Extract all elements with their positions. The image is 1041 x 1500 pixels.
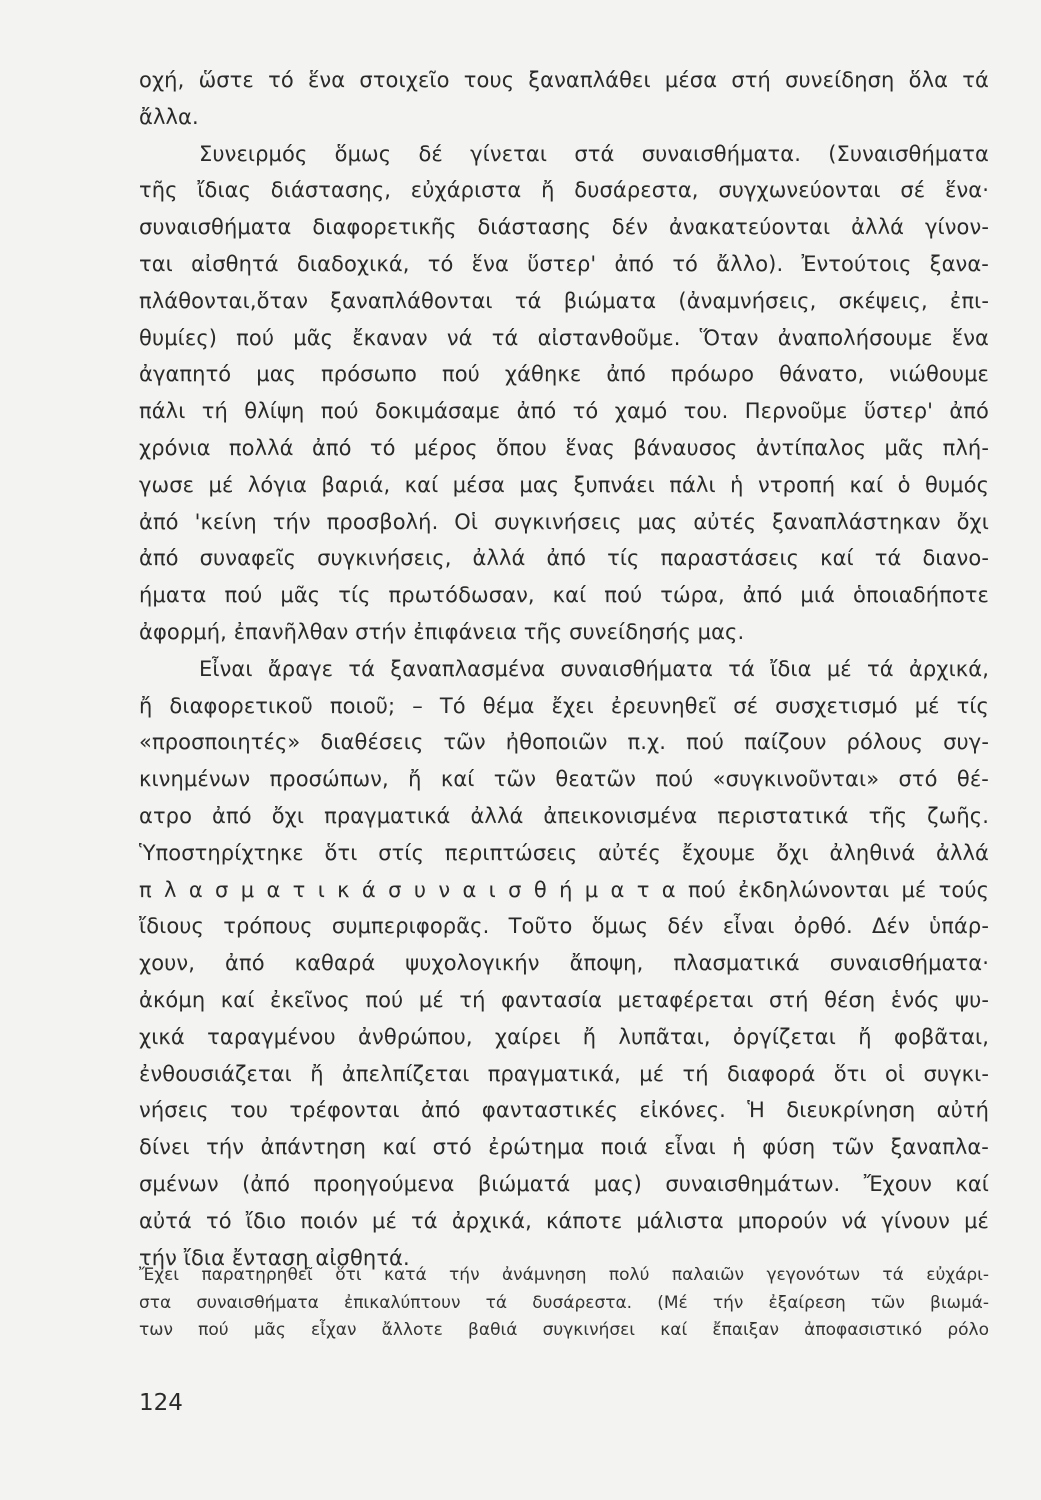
text-line: κινημένων προσώπων, ἤ καί τῶν θεατῶν πού «συγκινοῦνται» στό θέ- [139, 767, 989, 792]
text-line: συναισθήματα διαφορετικῆς διάστασης δέν ἀνακατεύονται ἀλλά γίνον- [139, 215, 989, 240]
text-line: ἀπό 'κείνη τήν προσβολή. Οἱ συγκινήσεις μας αὐτές ξαναπλάστηκαν ὄχι [139, 509, 989, 534]
text-line: οχή, ὥστε τό ἕνα στοιχεῖο τους ξαναπλάθει μέσα στή συνείδηση ὅλα τά [139, 68, 989, 92]
text-line: χρόνια πολλά ἀπό τό μέρος ὅπου ἕνας βάναυσος ἀντίπαλος μᾶς πλή- [139, 435, 989, 460]
text-line: αὐτά τό ἴδιο ποιόν μέ τά ἀρχικά, κάποτε μάλιστα μπορούν νά γίνουν μέ [139, 1208, 989, 1233]
text-line: ἀκόμη καί ἐκεῖνος πού μέ τή φαντασία μεταφέρεται στή θέση ἑνός ψυ- [139, 987, 989, 1012]
text-line: Εἶναι ἄραγε τά ξαναπλασμένα συναισθήματα τά ἴδια μέ τά ἀρχικά, [199, 656, 989, 681]
footnote [139, 1262, 989, 1345]
text-line: τῆς ἴδιας διάστασης, εὐχάριστα ἤ δυσάρεστα, συγχωνεύονται σέ ἕνα· [139, 178, 989, 203]
text-line: ἀφορμή, ἐπανῆλθαν στήν ἐπιφάνεια τῆς συνείδησής μας. [139, 619, 745, 644]
text-line: ἄλλα. [139, 104, 199, 129]
body-text [139, 62, 989, 1276]
text-line: χουν, ἀπό καθαρά ψυχολογικήν ἄποψη, πλασματικά συναισθήματα· [139, 951, 989, 976]
text-line: πλάθονται,ὅταν ξαναπλάθονται τά βιώματα (ἀναμνήσεις, σκέψεις, ἐπι- [139, 288, 989, 313]
text-line: δίνει τήν ἀπάντηση καί στό ἐρώτημα ποιά εἶναι ἡ φύση τῶν ξαναπλα- [139, 1135, 989, 1160]
text-line: πάλι τή θλίψη πού δοκιμάσαμε ἀπό τό χαμό του. Περνοῦμε ὕστερ' ἀπό [139, 399, 989, 424]
text-line: γωσε μέ λόγια βαριά, καί μέσα μας ξυπνάει πάλι ἡ ντροπή καί ὁ θυμός [139, 472, 989, 497]
text-line: νήσεις του τρέφονται ἀπό φανταστικές εἰκόνες. Ἡ διευκρίνηση αὐτή [139, 1098, 989, 1123]
text-line: Ὑποστηρίχτηκε ὅτι στίς περιπτώσεις αὐτές ἔχουμε ὄχι ἀληθινά ἀλλά [139, 840, 989, 865]
text-line: ἀπό συναφεῖς συγκινήσεις, ἀλλά ἀπό τίς παραστάσεις καί τά διανο- [139, 546, 989, 571]
text-line: ατρο ἀπό ὄχι πραγματικά ἀλλά ἀπεικονισμένα περιστατικά τῆς ζωῆς. [139, 803, 989, 828]
text-line: ήματα πού μᾶς τίς πρωτόδωσαν, καί πού τώρα, ἀπό μιά ὁποιαδήποτε [139, 583, 989, 608]
text-line: Συνειρμός ὅμως δέ γίνεται στά συναισθήματα. (Συναισθήματα [199, 141, 989, 166]
text-line: χικά ταραγμένου ἀνθρώπου, χαίρει ἤ λυπᾶται, ὀργίζεται ἤ φοβᾶται, [139, 1024, 989, 1049]
text-line: ἤ διαφορετικοῦ ποιοῦ; – Τό θέμα ἔχει ἐρευνηθεῖ σέ συσχετισμό μέ τίς [139, 693, 989, 718]
text-line: θυμίες) πού μᾶς ἔκαναν νά τά αἰστανθοῦμε. Ὅταν ἀναπολήσουμε ἕνα [139, 325, 989, 350]
text-line: τήν ἴδια ἔνταση αἰσθητά. [139, 1245, 410, 1270]
text-line: σμένων (ἀπό προηγούμενα βιώματά μας) συναισθημάτων. Ἔχουν καί [139, 1171, 989, 1196]
text-line: ται αἰσθητά διαδοχικά, τό ἕνα ὕστερ' ἀπό τό ἄλλο). Ἐντούτοις ξανα- [139, 251, 989, 276]
footnote-line: στα συναισθήματα ἐπικαλύπτουν τά δυσάρεστα. (Μέ τήν ἐξαίρεση τῶν βιωμά- [139, 1292, 989, 1313]
text-line: «προσποιητές» διαθέσεις τῶν ἠθοποιῶν π.χ. πού παίζουν ρόλους συγ- [139, 730, 989, 755]
text-line: ἀγαπητό μας πρόσωπο πού χάθηκε ἀπό πρόωρο θάνατο, νιώθουμε [139, 362, 989, 387]
text-line: ἐνθουσιάζεται ἤ ἀπελπίζεται πραγματικά, μέ τή διαφορά ὅτι οἱ συγκι- [139, 1061, 989, 1086]
text-line: π λ α σ μ α τ ι κ ά σ υ ν α ι σ θ ή μ α τ α πού ἐκδηλώνονται μέ τούς [139, 877, 989, 902]
footnote-line: Ἔχει παρατηρηθεῖ ὅτι κατά τήν ἀνάμνηση πολύ παλαιῶν γεγονότων τά εὐχάρι- [139, 1265, 989, 1285]
page-number: 124 [139, 1390, 183, 1416]
text-line: ἴδιους τρόπους συμπεριφορᾶς. Τοῦτο ὅμως δέν εἶναι ὀρθό. Δέν ὑπάρ- [139, 914, 989, 939]
footnote-line: των πού μᾶς εἶχαν ἄλλοτε βαθιά συγκινήσει καί ἔπαιξαν ἀποφασιστικό ρόλο [139, 1320, 989, 1340]
